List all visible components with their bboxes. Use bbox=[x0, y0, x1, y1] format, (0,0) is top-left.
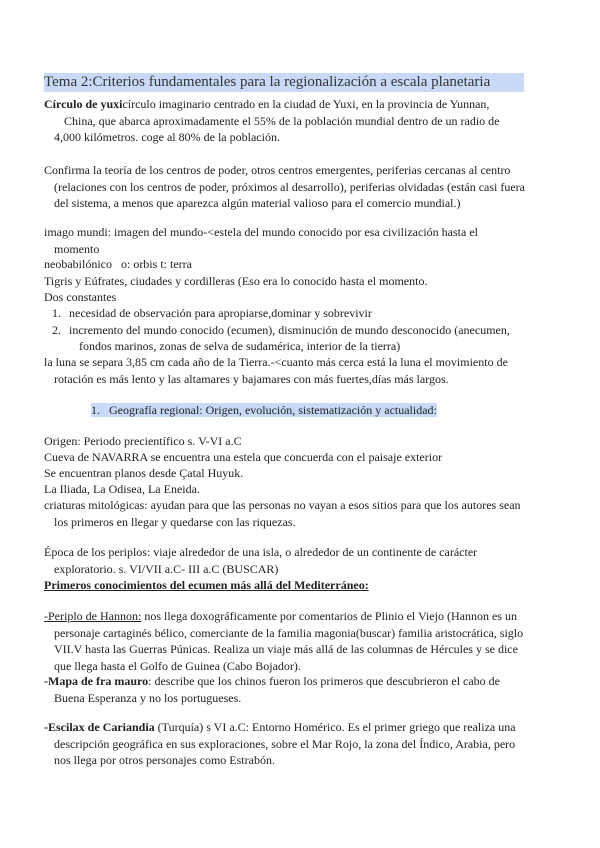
paragraph-periplos: Época de los periplos: viaje alrededor de una isla, o alrededor de un continente de carácter exploratorio. s. VI/VII a.C- III a.C (BUSCAR) bbox=[44, 545, 478, 576]
section-heading bbox=[91, 402, 437, 419]
paragraph-centros-poder: Confirma la teoría de los centros de poder, otros centros emergentes, periferias cercanas al centro (relaciones con los centros de poder, próximos al desarrollo), periferias olvidadas (están casi fuera del sistema, a menos que aparezca algún material valioso para el comercio mundial.) bbox=[44, 163, 526, 211]
subheading-ecumen: Primeros conocimientos del ecumen más allá del Mediterráneo: bbox=[44, 578, 369, 592]
paragraph-circulo-yuxi: Círculo de yuxicírculo imaginario centrado en la ciudad de Yuxi, en la provincia de Yunnan, China, que abarca aproximadamente el 55% de la población mundial dentro de un radio de 4,000 kilómetros. coge al 80% de la población. bbox=[44, 97, 500, 145]
paragraph-dos-constantes: Dos constantes bbox=[44, 290, 117, 304]
paragraph-fra-mauro: -Mapa de fra mauro: describe que los chinos fueron los primeros que descubrieron el cabo de Buena Esperanza y no los portugueses. bbox=[44, 674, 500, 705]
paragraph-catal-huyuk: Se encuentran planos desde Çatal Huyuk. bbox=[44, 466, 244, 480]
numbered-list-constantes bbox=[52, 305, 530, 355]
paragraph-criaturas: criaturas mitológicas: ayudan para que las personas no vayan a esos sitios para que los autores sean los primeros en llegar y quedarse con las riquezas. bbox=[44, 498, 521, 529]
paragraph-origen: Origen: Periodo precientífico s. V-VI a.C bbox=[44, 434, 242, 448]
term-escilax: -Escilax de Cariandia bbox=[44, 720, 155, 734]
section-number: 1. bbox=[91, 403, 100, 417]
paragraph-imago-mundi: imago mundi: imagen del mundo-<estela del mundo conocido por esa civilización hasta el momento bbox=[44, 225, 478, 256]
term-circulo-yuxi: Círculo de yuxi bbox=[44, 97, 123, 111]
list-item: 2. incremento del mundo conocido (ecumen), disminución de mundo desconocido (anecumen, fondos marinos, zonas de selva de sudamérica, interior de la tierra) bbox=[52, 322, 510, 354]
term-hannon: -Periplo de Hannon: bbox=[44, 609, 142, 623]
section-title: Geografía regional: Origen, evolución, sistematización y actualidad: bbox=[109, 403, 437, 417]
paragraph-tigris: Tigris y Eúfrates, ciudades y cordilleras (Eso era lo conocido hasta el momento. bbox=[44, 274, 428, 288]
paragraph-neobabilonico: neobabilónico o: orbis t: terra bbox=[44, 257, 192, 271]
list-item: 1. necesidad de observación para apropiarse,dominar y sobrevivir bbox=[52, 306, 372, 320]
paragraph-luna: la luna se separa 3,85 cm cada año de la Tierra.-<cuanto más cerca está la luna el movimiento de rotación es más lento y las altamares y bajamares con más fuertes,días más largos. bbox=[44, 355, 508, 386]
paragraph-hannon: -Periplo de Hannon: nos llega doxográficamente por comentarios de Plinio el Viejo (Hannon es un personaje cartaginés bélico, comerciante de la familia magonia(buscar) familia aristocrática, siglo VII.V hasta las Guerras Púnicas. Realiza un viaje más allá de las columnas de Hércules y se dice que llega hasta el Golfo de Guinea (Cabo Bojador). bbox=[44, 609, 524, 673]
paragraph-iliada: La Iliada, La Odisea, La Eneida. bbox=[44, 482, 200, 496]
paragraph-escilax: -Escilax de Cariandia (Turquía) s VI a.C: Entorno Homérico. Es el primer griego que realiza una descripción geográfica en sus exploraciones, sobre el Mar Rojo, la zona del Índico, Arabia, pero nos llega por otros personajes como Estrabón. bbox=[44, 720, 516, 768]
page-title: Tema 2:Criterios fundamentales para la regionalización a escala planetaria bbox=[44, 73, 524, 92]
paragraph-cueva-navarra: Cueva de NAVARRA se encuentra una estela que concuerda con el paisaje exterior bbox=[44, 450, 443, 464]
term-fra-mauro: -Mapa de fra mauro bbox=[44, 674, 149, 688]
